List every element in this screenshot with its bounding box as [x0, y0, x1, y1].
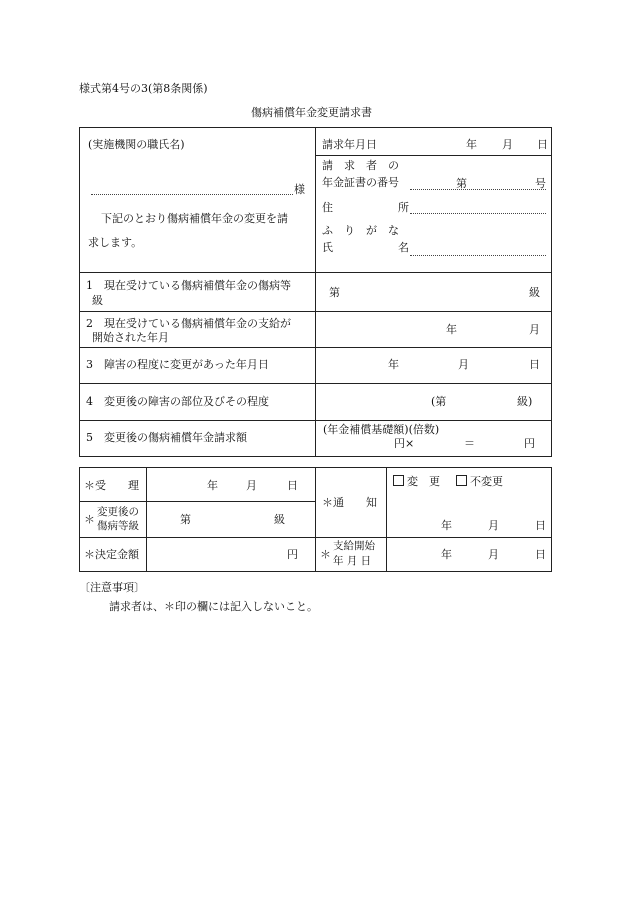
notes-body: 請求者は、＊印の欄には記入しないこと。	[109, 600, 318, 613]
row3-label: 3 障害の程度に変更があった年月日	[86, 358, 269, 371]
certificate-dai: 第	[456, 177, 467, 190]
row4-dai: (第	[431, 395, 447, 408]
name-line[interactable]	[410, 255, 546, 256]
changed-grade-dai: 第	[180, 513, 191, 526]
name-label-2: 名	[398, 241, 409, 254]
changed-grade-star: ＊	[84, 513, 95, 526]
receipt-day: 日	[287, 479, 298, 492]
start-date-month: 月	[488, 548, 499, 561]
honorific: 様	[294, 183, 305, 196]
receipt-label: ＊受 理	[84, 479, 139, 492]
notice-year: 年	[441, 519, 452, 532]
start-date-day: 日	[535, 548, 546, 561]
agency-name-line[interactable]	[91, 194, 293, 195]
checkbox-icon[interactable]	[456, 475, 467, 486]
address-line[interactable]	[410, 213, 546, 214]
request-date-label: 請求年月日	[322, 138, 377, 151]
row5-yen: 円	[524, 437, 535, 450]
name-label-1: 氏	[322, 241, 333, 254]
row5-formula-label: (年金補償基礎額)(倍数)	[323, 423, 440, 436]
checkbox-icon[interactable]	[393, 475, 404, 486]
row5-equals: ＝	[464, 437, 475, 450]
notes-title: 〔注意事項〕	[79, 581, 145, 594]
row3-year: 年	[388, 358, 399, 371]
request-date-year: 年	[466, 138, 477, 151]
receipt-month: 月	[246, 479, 257, 492]
changed-grade-label-2: 傷病等級	[97, 520, 139, 532]
row4-kyu: 級)	[517, 395, 533, 408]
form-title: 傷病補償年金変更請求書	[251, 106, 372, 119]
start-date-label-2: 年 月 日	[333, 555, 372, 567]
request-date-day: 日	[537, 138, 548, 151]
row2-label-2: 開始された年月	[92, 331, 169, 344]
row3-month: 月	[458, 358, 469, 371]
row1-label-1: 1 現在受けている傷病補償年金の傷病等	[86, 279, 291, 292]
no-change-option[interactable]: 不変更	[456, 475, 503, 487]
request-text-2: 求します。	[88, 236, 143, 249]
start-date-star: ＊	[320, 548, 331, 561]
row2-year: 年	[446, 323, 457, 336]
changed-grade-label-1: 変更後の	[97, 506, 139, 518]
decided-amount-yen: 円	[287, 548, 298, 561]
request-date-month: 月	[502, 138, 513, 151]
certificate-go: 号	[535, 177, 546, 190]
row1-label-2: 級	[92, 294, 103, 307]
row4-label: 4 変更後の障害の部位及びその程度	[86, 395, 269, 408]
table-divider	[315, 127, 316, 457]
changed-grade-kyu: 級	[274, 513, 285, 526]
furigana-label: ふ り が な	[322, 224, 399, 237]
row5-yen-times: 円×	[394, 437, 415, 450]
notice-day: 日	[535, 519, 546, 532]
decided-amount-label: ＊決定金額	[84, 548, 139, 561]
certificate-label-2: 年金証書の番号	[322, 176, 399, 189]
row3-day: 日	[529, 358, 540, 371]
notice-month: 月	[488, 519, 499, 532]
row2-month: 月	[529, 323, 540, 336]
receipt-year: 年	[207, 479, 218, 492]
certificate-label-1: 請 求 者 の	[322, 159, 399, 172]
start-date-label-1: 支給開始	[333, 540, 375, 552]
row2-label-1: 2 現在受けている傷病補償年金の支給が	[86, 317, 291, 330]
row1-dai: 第	[329, 286, 340, 299]
change-option[interactable]: 変 更	[393, 475, 440, 487]
address-label-1: 住	[322, 201, 333, 214]
row1-kyu: 級	[529, 286, 540, 299]
agency-label: (実施機関の職氏名)	[88, 138, 185, 151]
form-number: 様式第4号の3(第8条関係)	[79, 82, 208, 95]
row5-label: 5 変更後の傷病補償年金請求額	[86, 431, 247, 444]
certificate-number-line[interactable]	[410, 189, 546, 190]
request-text-1: 下記のとおり傷病補償年金の変更を請	[101, 212, 288, 225]
address-label-2: 所	[398, 201, 409, 214]
start-date-year: 年	[441, 548, 452, 561]
notice-label: ＊通 知	[322, 496, 377, 509]
